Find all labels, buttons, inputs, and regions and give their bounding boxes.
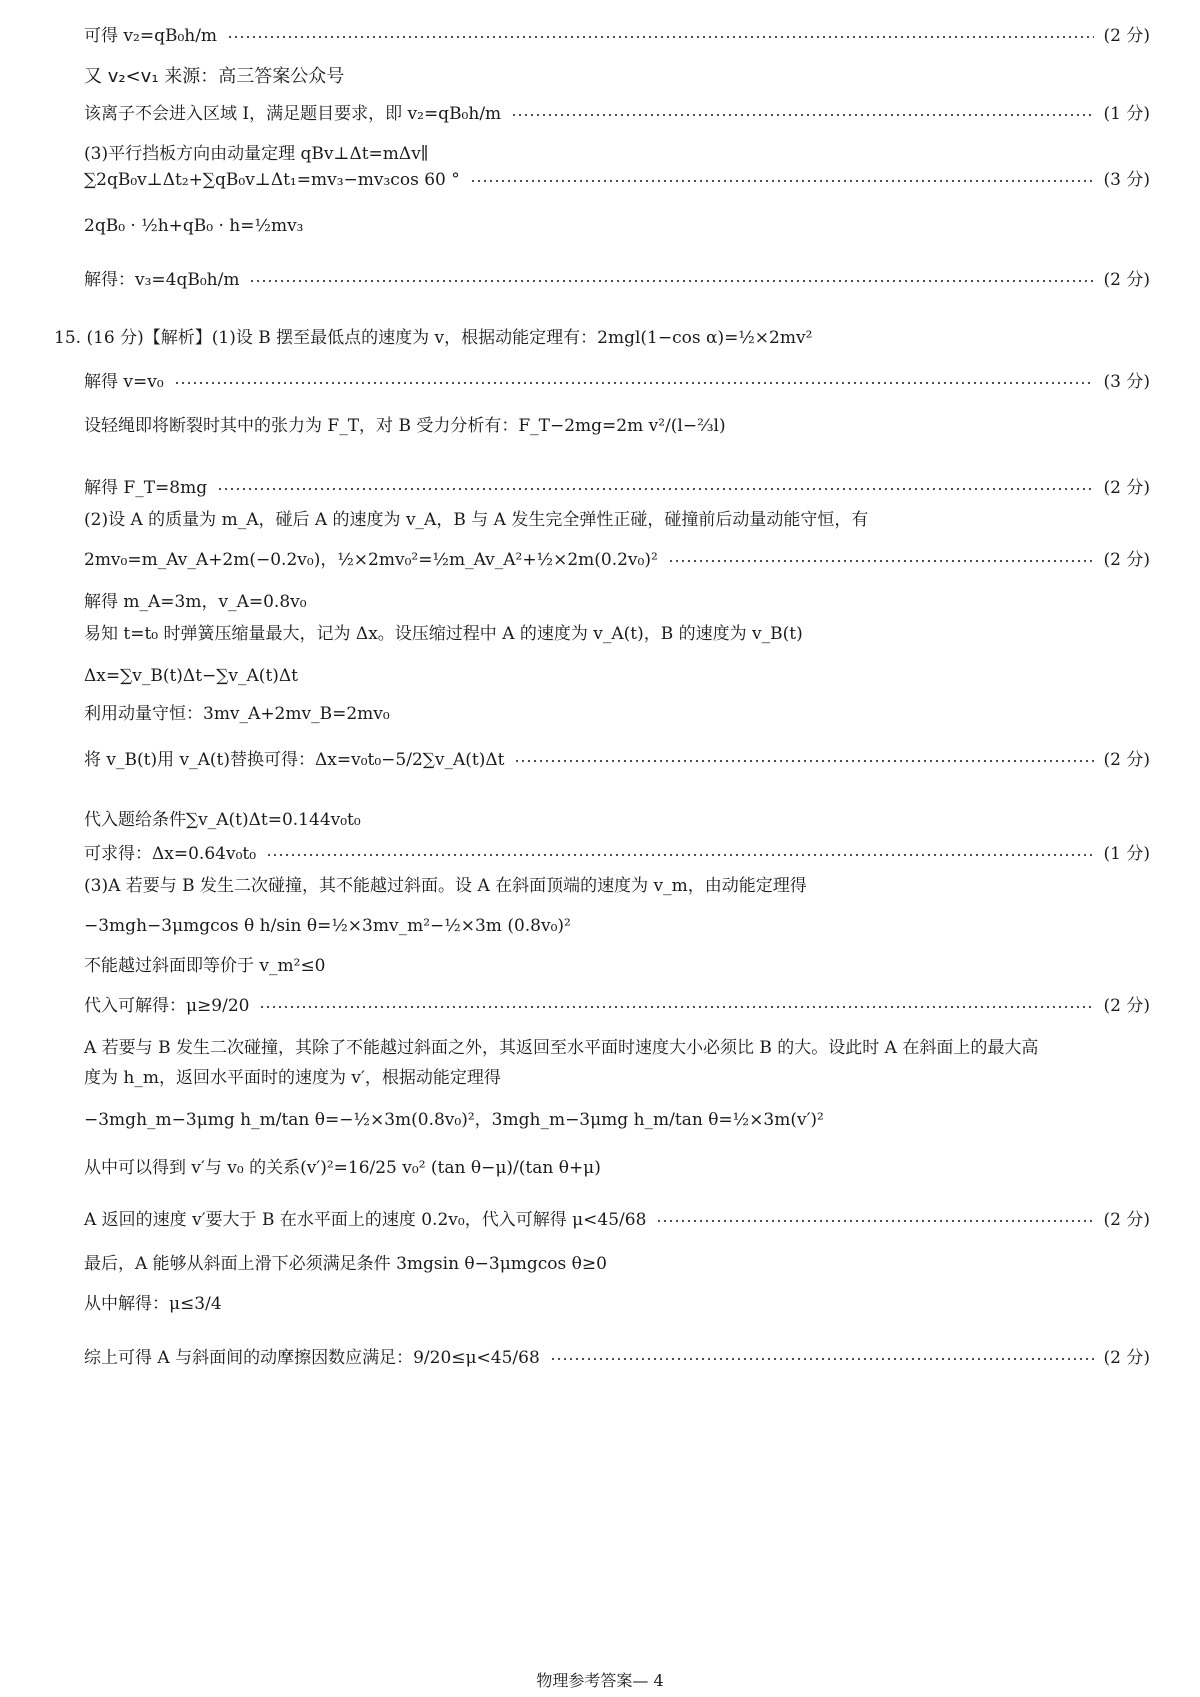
line-22 <box>84 918 1150 935</box>
line-12 <box>84 512 1150 529</box>
line-text: 代入可解得：μ≥9/20 <box>84 996 250 1016</box>
score-label: (2 分) <box>1103 270 1150 290</box>
leader-dots <box>217 488 1093 490</box>
line-23 <box>84 958 1150 975</box>
line-16 <box>84 668 1150 685</box>
line-7 <box>84 272 1150 289</box>
score-label: (2 分) <box>1103 550 1150 570</box>
line-text: 从中可以得到 v′与 v₀ 的关系(v′)²=16/25 v₀² (tan θ−μ)/(tan θ+μ) <box>84 1158 601 1178</box>
line-text: 最后，A 能够从斜面上滑下必须满足条件 3mgsin θ−3μmgcos θ≥0 <box>84 1254 607 1274</box>
line-5 <box>84 172 1150 189</box>
line-18 <box>84 752 1150 769</box>
score-label: (2 分) <box>1103 478 1150 498</box>
leader-dots <box>470 180 1094 182</box>
line-29 <box>84 1212 1150 1229</box>
leader-dots <box>511 114 1093 116</box>
line-text: 2mv₀=m_Av_A+2m(−0.2v₀)，½×2mv₀²=½m_Av_A²+½×2m(0.2v₀)² <box>84 550 658 570</box>
line-text: Δx=∑v_B(t)Δt−∑v_A(t)Δt <box>84 666 299 686</box>
line-27 <box>84 1112 1150 1129</box>
leader-dots <box>227 36 1093 38</box>
line-text: 又 v₂<v₁ 来源：高三答案公众号 <box>84 66 345 87</box>
leader-dots <box>668 560 1094 562</box>
line-text: (2)设 A 的质量为 m_A，碰后 A 的速度为 v_A，B 与 A 发生完全弹性正碰，碰撞前后动量动能守恒，有 <box>84 510 869 530</box>
line-text: −3mgh−3μmgcos θ h/sin θ=½×3mv_m²−½×3m (0.8v₀)² <box>84 916 571 936</box>
line-text: 从中解得：μ≤3/4 <box>84 1294 222 1314</box>
score-label: (1 分) <box>1103 104 1150 124</box>
line-text: 2qB₀ · ½h+qB₀ · h=½mv₃ <box>84 216 304 236</box>
score-label: (2 分) <box>1103 750 1150 770</box>
line-text: 度为 h_m，返回水平面时的速度为 v′，根据动能定理得 <box>84 1068 501 1088</box>
line-text: 解得：v₃=4qB₀h/m <box>84 270 240 290</box>
leader-dots <box>656 1220 1093 1222</box>
line-text: 设轻绳即将断裂时其中的张力为 F_T，对 B 受力分析有：F_T−2mg=2m v²/(l−⅔l) <box>84 416 726 436</box>
line-11 <box>84 480 1150 497</box>
question-15-header <box>54 330 1150 347</box>
line-24 <box>84 998 1150 1015</box>
page-footer: 物理参考答案— 4 <box>536 1671 664 1690</box>
line-text: 易知 t=t₀ 时弹簧压缩量最大，记为 Δx。设压缩过程中 A 的速度为 v_A(t)，B 的速度为 v_B(t) <box>84 624 803 644</box>
line-20 <box>84 846 1150 863</box>
line-text: 15. (16 分)【解析】(1)设 B 摆至最低点的速度为 v，根据动能定理有：2mgl(1−cos α)=½×2mv² <box>54 328 813 348</box>
line-text: 解得 F_T=8mg <box>84 478 208 498</box>
line-4 <box>84 146 1150 163</box>
score-label: (2 分) <box>1103 26 1150 46</box>
line-text: (3)平行挡板方向由动量定理 qBv⊥Δt=mΔv∥ <box>84 144 429 164</box>
score-label: (3 分) <box>1103 372 1150 392</box>
line-19 <box>84 812 1150 829</box>
leader-dots <box>259 1006 1093 1008</box>
line-text: 解得 m_A=3m，v_A=0.8v₀ <box>84 592 307 612</box>
leader-dots <box>249 280 1093 282</box>
line-text: 该离子不会进入区域 I，满足题目要求，即 v₂=qB₀h/m <box>84 104 502 124</box>
line-25 <box>84 1040 1150 1057</box>
line-text: −3mgh_m−3μmg h_m/tan θ=−½×3m(0.8v₀)²，3mgh_m−3μmg h_m/tan θ=½×3m(v′)² <box>84 1110 824 1130</box>
score-label: (2 分) <box>1103 1210 1150 1230</box>
line-30 <box>84 1256 1150 1273</box>
line-text: A 返回的速度 v′要大于 B 在水平面上的速度 0.2v₀，代入可解得 μ<45/68 <box>84 1210 647 1230</box>
line-text: 不能越过斜面即等价于 v_m²≤0 <box>84 956 326 976</box>
line-text: (3)A 若要与 B 发生二次碰撞，其不能越过斜面。设 A 在斜面顶端的速度为 v_m，由动能定理得 <box>84 876 807 896</box>
leader-dots <box>174 382 1094 384</box>
score-label: (3 分) <box>1103 170 1150 190</box>
line-text: 综上可得 A 与斜面间的动摩擦因数应满足：9/20≤μ<45/68 <box>84 1348 540 1368</box>
line-31 <box>84 1296 1150 1313</box>
line-21 <box>84 878 1150 895</box>
leader-dots <box>266 854 1093 856</box>
line-text: 代入题给条件∑v_A(t)Δt=0.144v₀t₀ <box>84 810 361 830</box>
line-text: A 若要与 B 发生二次碰撞，其除了不能越过斜面之外，其返回至水平面时速度大小必须比 B 的大。设此时 A 在斜面上的最大高 <box>84 1038 1039 1058</box>
score-label: (2 分) <box>1103 1348 1150 1368</box>
line-text: 可求得：Δx=0.64v₀t₀ <box>84 844 257 864</box>
score-label: (1 分) <box>1103 844 1150 864</box>
line-text: ∑2qB₀v⊥Δt₂+∑qB₀v⊥Δt₁=mv₃−mv₃cos 60 ° <box>84 170 460 190</box>
line-15 <box>84 626 1150 643</box>
line-text: 将 v_B(t)用 v_A(t)替换可得：Δx=v₀t₀−5/2∑v_A(t)Δt <box>84 750 505 770</box>
line-17 <box>84 706 1150 723</box>
line-text: 可得 v₂=qB₀h/m <box>84 26 218 46</box>
line-14 <box>84 594 1150 611</box>
line-6 <box>84 218 1150 235</box>
line-2 <box>84 68 1150 86</box>
leader-dots <box>550 1358 1094 1360</box>
line-9 <box>84 374 1150 391</box>
line-10 <box>84 418 1150 435</box>
line-text: 利用动量守恒：3mv_A+2mv_B=2mv₀ <box>84 704 390 724</box>
score-label: (2 分) <box>1103 996 1150 1016</box>
line-text: 解得 v=v₀ <box>84 372 164 392</box>
line-28 <box>84 1160 1150 1177</box>
line-3 <box>84 106 1150 123</box>
line-1 <box>84 28 1150 45</box>
leader-dots <box>514 760 1093 762</box>
line-26 <box>84 1070 1150 1087</box>
line-32 <box>84 1350 1150 1367</box>
line-13 <box>84 552 1150 569</box>
